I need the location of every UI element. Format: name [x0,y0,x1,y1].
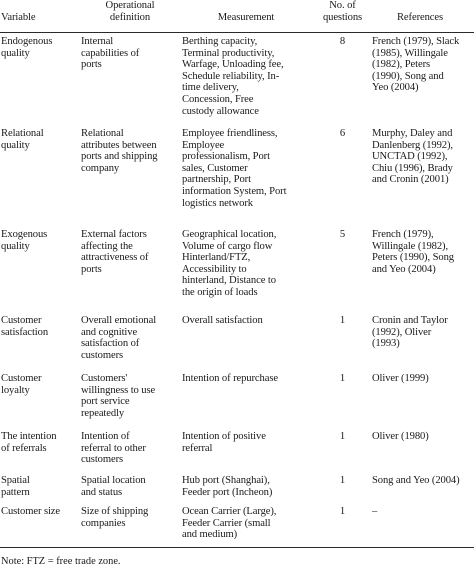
row-4-references: Cronin and Taylor (1992), Oliver (1993) [372,315,448,350]
row-3-measurement: Geographical location, Volume of cargo flow Hinterland/FTZ, Accessibility to hinterland, Distance to the origin of loads [182,229,277,298]
row-4-variable: Customer satisfaction [1,315,49,338]
header-measurement: Measurement [217,12,275,23]
row-7-references: Song and Yeo (2004) [372,475,460,486]
row-6-measurement: Intention of positive referral [182,431,266,454]
row-5-variable: Customer loyalty [1,373,42,396]
table-note: Note: FTZ = free trade zone. [1,556,121,567]
row-6-variable: The intention of referrals [1,431,57,454]
row-5-measurement: Intention of repurchase [182,373,278,384]
header-questions: No. of questions [322,0,363,23]
row-3-references: French (1979), Willingale (1982), Peters (1990), Song and Yeo (2004) [372,229,454,275]
row-1-variable: Endogenous quality [1,36,53,59]
row-4-measurement: Overall satisfaction [182,315,263,326]
row-1-references: French (1979), Slack (1985), Willingale (1982), Peters (1990), Song and Yeo (2004) [372,36,460,94]
row-3-definition: External factors affecting the attractiveness of ports [81,229,149,275]
row-7-definition: Spatial location and status [81,475,146,498]
header-variable: Variable [1,12,36,23]
row-8-definition: Size of shipping companies [81,506,149,529]
row-3-variable: Exogenous quality [1,229,48,252]
row-8-references: – [372,506,378,517]
row-1-measurement: Berthing capacity, Terminal productivity, Warfage, Unloading fee, Schedule reliability, In- time delivery, Concession, Free custody allowance [182,36,284,117]
row-2-references: Murphy, Daley and Danlenberg (1992), UNCTAD (1992), Chiu (1996), Brady and Cronin (2001) [372,128,453,186]
row-2-definition: Relational attributes between ports and shipping company [81,128,158,174]
row-5-references: Oliver (1999) [372,373,429,384]
row-7-variable: Spatial pattern [1,475,30,498]
row-5-questions: 1 [339,373,346,384]
row-4-questions: 1 [339,315,346,326]
row-6-references: Oliver (1980) [372,431,429,442]
row-8-questions: 1 [339,506,346,517]
row-1-definition: Internal capabilities of ports [81,36,140,71]
row-6-questions: 1 [339,431,346,442]
header-rule [0,32,474,33]
row-2-measurement: Employee friendliness, Employee professionalism, Port sales, Customer partnership, Port information System, Port logistics network [182,128,287,209]
row-2-variable: Relational quality [1,128,44,151]
header-definition: Operational definition [105,0,155,23]
bottom-rule [0,547,474,548]
row-6-definition: Intention of referral to other customers [81,431,146,466]
row-7-measurement: Hub port (Shanghai), Feeder port (Incheon) [182,475,273,498]
row-4-definition: Overall emotional and cognitive satisfaction of customers [81,315,157,361]
row-5-definition: Customers' willingness to use port service repeatedly [81,373,156,419]
row-3-questions: 5 [339,229,346,240]
row-8-measurement: Ocean Carrier (Large), Feeder Carrier (small and medium) [182,506,277,541]
row-2-questions: 6 [339,128,346,139]
row-7-questions: 1 [339,475,346,486]
header-references: References [396,12,444,23]
row-8-variable: Customer size [1,506,61,517]
row-1-questions: 8 [339,36,346,47]
